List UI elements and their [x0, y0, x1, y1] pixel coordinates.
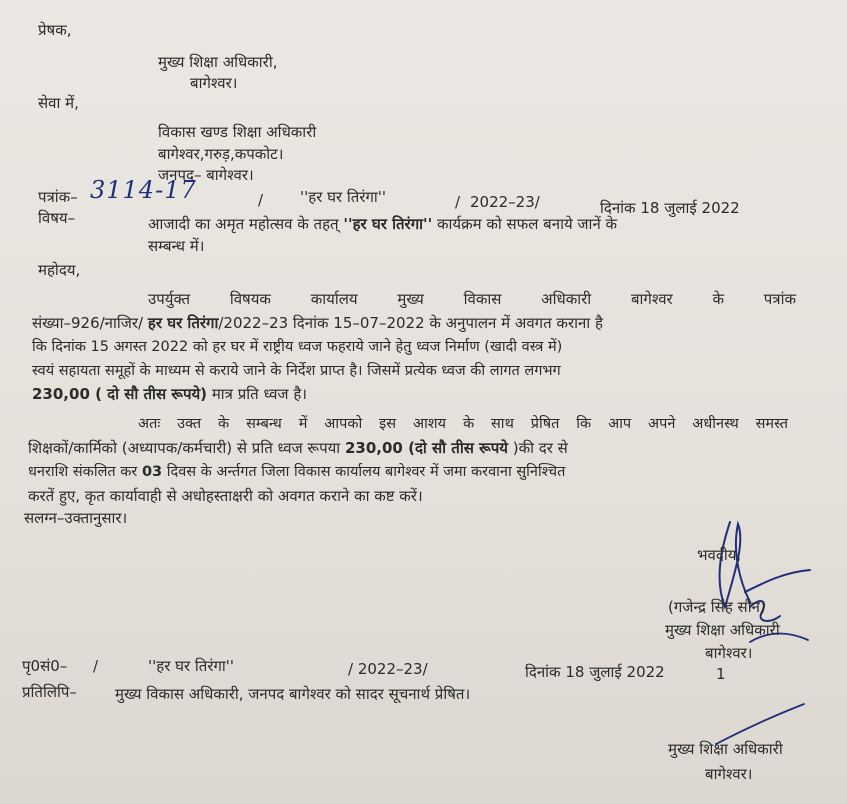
para1-line-5-rest: मात्र प्रति ध्वज है।: [211, 385, 307, 403]
reference-label: पत्रांक–: [38, 188, 78, 206]
para1-line-1: उपर्युक्त विषयक कार्यालय मुख्य विकास अधिकारी बागेश्वर के पत्रांक: [148, 290, 796, 308]
reference-date: दिनांक 18 जुलाई 2022: [600, 199, 740, 217]
para2-line-2: [28, 438, 568, 458]
copy-text: मुख्य विकास अधिकारी, जनपद बागेश्वर को सादर सूचनार्थ प्रेषित।: [115, 685, 471, 703]
salutation: महोदय,: [38, 261, 81, 279]
subject-part-a: आजादी का अमृत महोत्सव के तहत्: [148, 215, 339, 233]
enclosure: सलग्न–उक्तानुसार।: [24, 509, 128, 527]
reference-slash-2: /: [455, 193, 461, 211]
signatory-place: बागेश्वर।: [705, 644, 753, 662]
copy-ref-campaign: ''हर घर तिरंगा'': [148, 657, 235, 675]
para1-letter-date: /2022–23 दिनांक 15–07–2022 के अनुपालन में अवगत कराना है: [218, 314, 603, 332]
subject-part-c: कार्यक्रम को सफल बनाये जानें के: [437, 215, 618, 233]
subject-campaign: ''हर घर तिरंगा'': [343, 215, 433, 233]
copy-label: प्रतिलिपि–: [22, 683, 77, 701]
para2-line-1: अतः उक्त के सम्बन्ध में आपको इस आशय के साथ प्रेषित कि आप अपने अधीनस्थ समस्त: [138, 416, 788, 432]
para2-part-c: )की दर से: [512, 439, 568, 457]
reference-year: 2022–23/: [470, 193, 540, 211]
recipient-blocks: बागेश्वर,गरुड़,कपकोट।: [158, 145, 284, 163]
footer-title: मुख्य शिक्षा अधिकारी: [668, 740, 783, 758]
para1-line-4: स्वयं सहायता समूहों के माध्यम से कराये जाने के निर्देश प्राप्त है। जिसमें प्रत्येक ध्वज की लागत लगभग: [32, 363, 561, 379]
para1-letter-number: संख्या–926/नाजिर/: [32, 314, 144, 332]
recipient-district: जनपद– बागेश्वर।: [158, 166, 254, 184]
reference-number-handwritten: 3114-17: [90, 176, 197, 204]
subject-line-2: सम्बन्ध में।: [148, 237, 205, 255]
closing: भवदीय,: [697, 546, 742, 564]
subject-line-1: [148, 214, 617, 234]
reference-slash: /: [258, 191, 264, 209]
copy-ref-year: / 2022–23/: [348, 660, 428, 678]
recipient-label: सेवा में,: [38, 94, 79, 112]
signatory-title: मुख्य शिक्षा अधिकारी: [665, 621, 780, 639]
reference-campaign: ''हर घर तिरंगा'': [300, 188, 387, 206]
para2-amount: 230,00 (दो सौ तीस रूपये: [344, 439, 508, 457]
sender-designation: मुख्य शिक्षा अधिकारी,: [158, 53, 278, 71]
copy-ref-label: पृ0सं0–: [22, 657, 68, 675]
sender-place: बागेश्वर।: [190, 74, 238, 92]
copy-ref-slash: /: [93, 657, 99, 675]
copy-ref-date: दिनांक 18 जुलाई 2022: [525, 663, 665, 681]
para2-part-a: शिक्षकों/कार्मिको (अध्यापक/कर्मचारी) से प्रति ध्वज रूपया: [28, 439, 341, 457]
subject-label: विषय–: [38, 209, 76, 227]
para1-line-3: कि दिनांक 15 अगस्त 2022 को हर घर में राष्ट्रीय ध्वज फहराये जाने हेतु ध्वज निर्माण (खादी वस्त्र में): [32, 339, 563, 355]
footer-place: बागेश्वर।: [705, 765, 753, 783]
para2-line-3-a: धनराशि संकलित कर: [28, 464, 138, 480]
para1-line-2: [32, 313, 802, 333]
sender-label: प्रेषक,: [38, 21, 72, 39]
signatory-name: (गजेन्द्र सिंह सौन): [668, 598, 766, 616]
para2-line-4: करतें हुए, कृत कार्यावाही से अधोहस्ताक्षरी को अवगत कराने का कष्ट करें।: [28, 487, 423, 505]
para2-line-3-c: दिवस के अर्न्तगत जिला विकास कार्यालय बागेश्वर में जमा करवाना सुनिश्चित: [166, 464, 566, 480]
copy-ref-mark: 1: [716, 665, 726, 683]
para1-campaign: हर घर तिरंगा: [147, 314, 219, 332]
flag-cost: 230,00 ( दो सौ तीस रूपये): [32, 385, 208, 403]
para2-days: 03: [141, 464, 163, 480]
recipient-designation: विकास खण्ड शिक्षा अधिकारी: [158, 123, 317, 141]
para1-line-5: [32, 384, 307, 404]
para2-line-3: [28, 462, 565, 482]
